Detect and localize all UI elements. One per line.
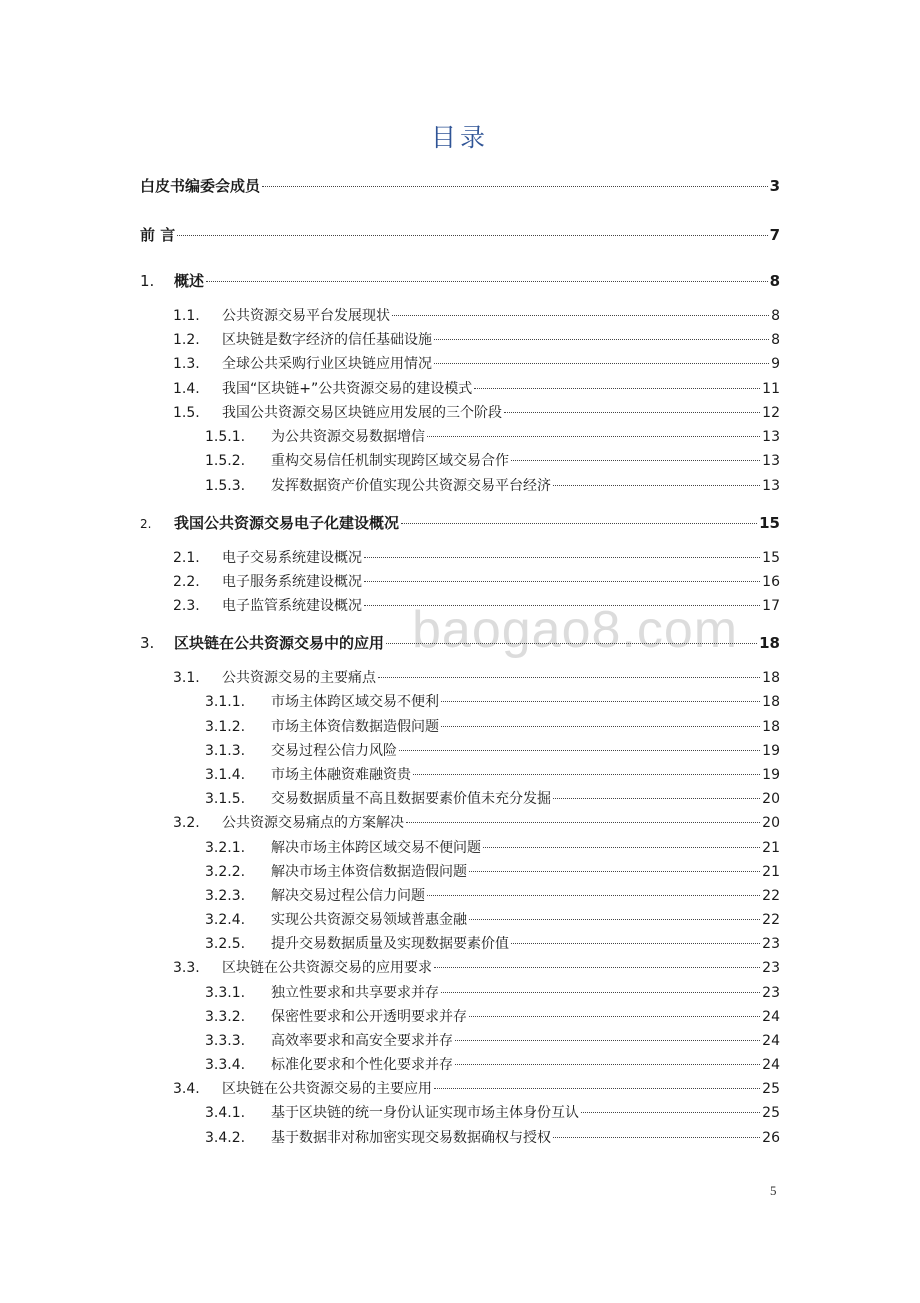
toc-entry[interactable] (173, 812, 780, 834)
toc-entry[interactable] (205, 1006, 780, 1028)
toc-entry-page: 13 (762, 453, 780, 469)
toc-entry[interactable] (173, 571, 780, 593)
toc-entry-text: 电子交易系统建设概况 (222, 550, 362, 566)
toc-entry-page: 11 (762, 381, 780, 397)
leader-dots (399, 749, 760, 751)
toc-entry-page: 13 (762, 429, 780, 445)
toc-entry-number: 3.2.2. (205, 864, 246, 880)
toc-entry-text: 全球公共采购行业区块链应用情况 (222, 356, 432, 372)
leader-dots (434, 362, 769, 364)
toc-entry-number: 3.3.2. (205, 1009, 246, 1025)
toc-entry[interactable] (173, 329, 780, 351)
toc-entry-text: 区块链在公共资源交易的主要应用 (222, 1081, 432, 1097)
toc-entry[interactable] (205, 1054, 780, 1076)
toc-entry-text: 基于数据非对称加密实现交易数据确权与授权 (271, 1130, 551, 1146)
toc-entry-page: 19 (762, 743, 780, 759)
toc-entry-page: 25 (762, 1081, 780, 1097)
toc-entry-page: 24 (762, 1057, 780, 1073)
toc-entry-number: 3.2.5. (205, 936, 246, 952)
toc-entry-page: 25 (762, 1105, 780, 1121)
toc-entry[interactable] (205, 1030, 780, 1052)
leader-dots (511, 942, 760, 944)
toc-entry-page: 8 (769, 272, 780, 290)
toc-entry-text: 保密性要求和公开透明要求并存 (271, 1009, 467, 1025)
toc-entry-text: 我国公共资源交易区块链应用发展的三个阶段 (222, 405, 502, 421)
toc-entry[interactable] (205, 933, 780, 955)
toc-entry-page: 24 (762, 1009, 780, 1025)
toc-entry-text: 交易过程公信力风险 (271, 743, 397, 759)
leader-dots (177, 234, 767, 236)
toc-entry-number: 3.3.3. (205, 1033, 246, 1049)
leader-dots (392, 314, 769, 316)
toc-entry-text: 区块链在公共资源交易的应用要求 (222, 960, 432, 976)
toc-entry-number: 1.1. (173, 308, 200, 324)
toc-entry-text: 高效率要求和高安全要求并存 (271, 1033, 453, 1049)
toc-entry-page: 22 (762, 888, 780, 904)
toc-entry[interactable] (140, 512, 780, 534)
leader-dots (441, 725, 760, 727)
toc-entry-text: 交易数据质量不高且数据要素价值未充分发掘 (271, 791, 551, 807)
toc-entry[interactable] (173, 595, 780, 617)
toc-entry-page: 23 (762, 985, 780, 1001)
toc-entry-page: 12 (762, 405, 780, 421)
toc-entry-page: 18 (762, 719, 780, 735)
toc-entry-number: 3.3.1. (205, 985, 246, 1001)
toc-entry[interactable] (205, 475, 780, 497)
toc-entry-text: 实现公共资源交易领域普惠金融 (271, 912, 467, 928)
toc-entry-page: 18 (762, 670, 780, 686)
toc-entry-number: 1. (140, 272, 155, 290)
leader-dots (455, 1063, 760, 1065)
toc-entry-page: 7 (769, 226, 780, 244)
toc-entry[interactable] (205, 1127, 780, 1149)
toc-entry-text: 市场主体融资难融资贵 (271, 767, 411, 783)
toc-entry-text: 公共资源交易平台发展现状 (222, 308, 390, 324)
toc-entry[interactable] (205, 1102, 780, 1124)
toc-entry[interactable] (140, 270, 780, 292)
leader-dots (504, 411, 760, 413)
toc-entry-text: 电子服务系统建设概况 (222, 574, 362, 590)
toc-entry-text: 为公共资源交易数据增信 (271, 429, 425, 445)
leader-dots (511, 459, 760, 461)
toc-entry[interactable] (140, 224, 780, 246)
toc-entry[interactable] (173, 667, 780, 689)
toc-entry[interactable] (205, 861, 780, 883)
toc-entry-text: 区块链在公共资源交易中的应用 (174, 634, 385, 652)
toc-entry-number: 1.4. (173, 381, 200, 397)
leader-dots (441, 700, 760, 702)
toc-entry-number: 2.2. (173, 574, 200, 590)
toc-entry-text: 电子监管系统建设概况 (222, 598, 362, 614)
toc-entry-page: 23 (762, 936, 780, 952)
toc-entry-page: 18 (759, 634, 780, 652)
toc-entry[interactable] (173, 1078, 780, 1100)
leader-dots (441, 991, 760, 993)
leader-dots (364, 580, 760, 582)
leader-dots (469, 1015, 760, 1017)
toc-entry-page: 21 (762, 840, 780, 856)
toc-entry-number: 3.1.2. (205, 719, 246, 735)
toc-entry[interactable] (205, 788, 780, 810)
toc-entry[interactable] (205, 426, 780, 448)
toc-entry-number: 3.2.4. (205, 912, 246, 928)
toc-entry-page: 16 (762, 574, 780, 590)
toc-entry-page: 15 (759, 514, 780, 532)
leader-dots (401, 522, 757, 524)
toc-entry[interactable] (173, 305, 780, 327)
leader-dots (262, 185, 768, 187)
toc-entry-page: 26 (762, 1130, 780, 1146)
toc-entry-text: 公共资源交易痛点的方案解决 (222, 815, 404, 831)
toc-entry-page: 20 (762, 791, 780, 807)
toc-entry-page: 3 (769, 177, 780, 195)
toc-entry[interactable] (173, 353, 780, 375)
toc-entry-text: 重构交易信任机制实现跨区域交易合作 (271, 453, 509, 469)
watermark: baogao8.com (412, 601, 739, 659)
toc-entry[interactable] (205, 764, 780, 786)
toc-entry[interactable] (205, 740, 780, 762)
leader-dots (434, 338, 769, 340)
toc-entry-page: 19 (762, 767, 780, 783)
toc-entry[interactable] (173, 957, 780, 979)
toc-entry-number: 3.3.4. (205, 1057, 246, 1073)
toc-entry-text: 发挥数据资产价值实现公共资源交易平台经济 (271, 478, 551, 494)
toc-entry-page: 13 (762, 478, 780, 494)
toc-entry[interactable] (205, 909, 780, 931)
toc-entry-text: 市场主体资信数据造假问题 (271, 719, 439, 735)
leader-dots (206, 280, 768, 282)
toc-entry-page: 17 (762, 598, 780, 614)
toc-entry-number: 1.5.1. (205, 429, 246, 445)
leader-dots (413, 773, 760, 775)
toc-entry-number: 2.1. (173, 550, 200, 566)
leader-dots (427, 435, 760, 437)
toc-entry[interactable] (205, 982, 780, 1004)
leader-dots (434, 966, 760, 968)
toc-entry-number: 3.4.1. (205, 1105, 246, 1121)
toc-entry-page: 18 (762, 694, 780, 710)
toc-entry-number: 3.1.5. (205, 791, 246, 807)
toc-entry-page: 21 (762, 864, 780, 880)
toc-entry[interactable] (205, 885, 780, 907)
toc-entry-number: 3.1.4. (205, 767, 246, 783)
toc-entry-number: 2. (140, 517, 152, 531)
toc-entry-text: 解决交易过程公信力问题 (271, 888, 425, 904)
toc-entry-text: 前 言 (140, 226, 176, 244)
leader-dots (427, 894, 760, 896)
toc-entry-page: 8 (771, 332, 780, 348)
toc-entry-page: 22 (762, 912, 780, 928)
toc-entry-text: 基于区块链的统一身份认证实现市场主体身份互认 (271, 1105, 579, 1121)
toc-entry-number: 2.3. (173, 598, 200, 614)
toc-entry-text: 我国公共资源交易电子化建设概况 (174, 514, 400, 532)
leader-dots (553, 484, 760, 486)
toc-entry[interactable] (205, 716, 780, 738)
leader-dots (581, 1111, 760, 1113)
toc-entry[interactable] (205, 691, 780, 713)
toc-entry-text: 独立性要求和共享要求并存 (271, 985, 439, 1001)
toc-entry-text: 解决市场主体跨区域交易不便问题 (271, 840, 481, 856)
toc-entry[interactable] (173, 547, 780, 569)
toc-entry-text: 区块链是数字经济的信任基础设施 (222, 332, 432, 348)
toc-entry-number: 1.2. (173, 332, 200, 348)
toc-entry[interactable] (205, 450, 780, 472)
toc-entry-page: 15 (762, 550, 780, 566)
toc-entry-number: 3.4. (173, 1081, 200, 1097)
leader-dots (469, 918, 760, 920)
leader-dots (364, 604, 760, 606)
toc-entry-page: 20 (762, 815, 780, 831)
toc-entry-number: 1.5.2. (205, 453, 246, 469)
toc-entry-number: 3.3. (173, 960, 200, 976)
leader-dots (483, 846, 760, 848)
toc-entry-text: 我国“区块链+”公共资源交易的建设模式 (222, 381, 473, 397)
toc-entry-text: 公共资源交易的主要痛点 (222, 670, 376, 686)
leader-dots (469, 870, 760, 872)
toc-entry-number: 3.4.2. (205, 1130, 246, 1146)
toc-entry-number: 3.1.3. (205, 743, 246, 759)
toc-entry-page: 23 (762, 960, 780, 976)
page-number: 5 (770, 1183, 777, 1198)
toc-entry-number: 3.2. (173, 815, 200, 831)
leader-dots (553, 797, 760, 799)
toc-entry-page: 24 (762, 1033, 780, 1049)
toc-entry-number: 1.3. (173, 356, 200, 372)
page-title: 目录 (430, 123, 489, 152)
toc-entry-text: 白皮书编委会成员 (140, 177, 261, 195)
leader-dots (455, 1039, 760, 1041)
toc-entry[interactable] (205, 837, 780, 859)
toc-entry-number: 3.2.1. (205, 840, 246, 856)
toc-entry-number: 1.5. (173, 405, 200, 421)
leader-dots (378, 676, 760, 678)
toc-entry-number: 3.1.1. (205, 694, 246, 710)
leader-dots (553, 1136, 760, 1138)
toc-entry[interactable] (140, 632, 780, 654)
toc-entry-number: 3.2.3. (205, 888, 246, 904)
toc-entry[interactable] (173, 378, 780, 400)
leader-dots (406, 821, 760, 823)
toc-entry-number: 3.1. (173, 670, 200, 686)
leader-dots (364, 556, 760, 558)
toc-entry-text: 标准化要求和个性化要求并存 (271, 1057, 453, 1073)
toc-entry[interactable] (140, 175, 780, 197)
toc-entry-text: 提升交易数据质量及实现数据要素价值 (271, 936, 509, 952)
toc-entry-text: 市场主体跨区域交易不便利 (271, 694, 439, 710)
toc-entry-text: 解决市场主体资信数据造假问题 (271, 864, 467, 880)
leader-dots (474, 387, 760, 389)
toc-entry-page: 8 (771, 308, 780, 324)
toc-entry-number: 3. (140, 634, 155, 652)
toc-entry-text: 概述 (174, 272, 205, 290)
leader-dots (434, 1087, 760, 1089)
leader-dots (386, 642, 757, 644)
toc-entry-page: 9 (771, 356, 780, 372)
toc-entry[interactable] (173, 402, 780, 424)
toc-entry-number: 1.5.3. (205, 478, 246, 494)
